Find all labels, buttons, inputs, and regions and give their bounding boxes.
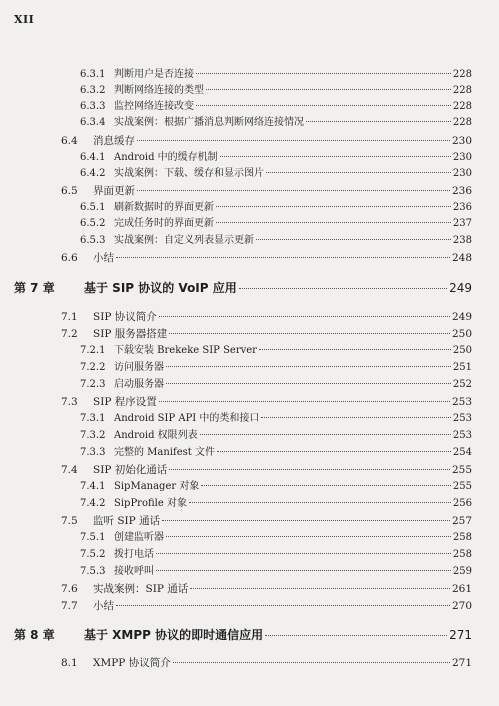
section-title: 访问服务器: [114, 362, 164, 373]
section-title: 接收呼叫: [114, 566, 154, 577]
dot-leader: [217, 451, 451, 452]
section-number: 7.3.1: [80, 413, 106, 424]
toc-entry-7-5-3: [80, 567, 472, 577]
toc-entry-7-3: [61, 397, 472, 408]
dot-leader: [162, 520, 450, 521]
section-number: 6.3.2: [80, 85, 106, 96]
section-number: 6.3.1: [80, 69, 106, 80]
section-title: 创建监听器: [114, 532, 164, 543]
toc-entry-6-3-3: [80, 102, 472, 112]
page-ref: 258: [452, 532, 472, 543]
toc-entry-6-5-2: [80, 219, 472, 229]
dot-leader: [256, 239, 451, 240]
dot-leader: [306, 121, 451, 122]
page-ref: 254: [452, 447, 472, 458]
toc-entry-7-4-2: [80, 499, 472, 509]
section-number: 7.4.2: [80, 498, 106, 509]
page-ref: 251: [452, 362, 472, 373]
chapter-number: 第 7 章: [14, 281, 55, 295]
page-ref: 249: [449, 281, 472, 295]
page-ref: 253: [451, 396, 472, 408]
section-title: 界面更新: [93, 185, 135, 197]
toc-entry-7-5-1: [80, 533, 472, 543]
page-ref: 230: [452, 168, 472, 179]
section-number: 6.4: [61, 135, 78, 147]
dot-leader: [216, 222, 451, 223]
toc-entry-7-5: [61, 516, 472, 527]
section-number: 7.3.2: [80, 430, 106, 441]
page-ref: 228: [452, 85, 472, 96]
section-title: 实战案例：根据广播消息判断网络连接情况: [114, 117, 304, 128]
section-number: 7.7: [61, 600, 78, 612]
page-ref: 248: [451, 252, 472, 264]
page-ref: 236: [451, 185, 472, 197]
chapter-number: 第 8 章: [14, 628, 55, 642]
dot-leader: [159, 401, 450, 402]
section-number: 7.5.2: [80, 549, 106, 560]
toc-entry-6-3-4: [80, 118, 472, 128]
section-title: 小结: [93, 600, 114, 612]
section-title: SIP 初始化通话: [93, 464, 168, 476]
section-number: 6.5.1: [80, 202, 106, 213]
section-title: 启动服务器: [114, 379, 164, 390]
page-ref: 255: [452, 481, 472, 492]
section-number: 6.3.3: [80, 101, 106, 112]
dot-leader: [265, 635, 447, 636]
section-number: 6.5.3: [80, 235, 106, 246]
section-number: 6.3.4: [80, 117, 106, 128]
dot-leader: [220, 156, 451, 157]
section-title: 小结: [93, 252, 114, 264]
page-ref: 250: [452, 345, 472, 356]
dot-leader: [116, 257, 450, 258]
section-title: 判断网络连接的类型: [114, 85, 204, 96]
dot-leader: [166, 366, 451, 367]
toc-entry-7-3-1: [80, 414, 472, 424]
page-ref: 253: [452, 430, 472, 441]
toc-entry-6-4: [61, 136, 472, 147]
dot-leader: [239, 288, 447, 289]
dot-leader: [266, 172, 451, 173]
page-ref: 228: [452, 101, 472, 112]
section-number: 6.5: [61, 185, 78, 197]
section-number: 7.5.3: [80, 566, 106, 577]
section-title: 监控网络连接改变: [114, 101, 194, 112]
dot-leader: [261, 417, 450, 418]
page-ref: 238: [452, 235, 472, 246]
section-title: 实战案例：自定义列表显示更新: [114, 235, 254, 246]
toc-entry-7-4: [61, 465, 472, 476]
section-number: 7.1: [61, 311, 78, 323]
page-ref: 261: [451, 583, 472, 595]
toc-entry-7-3-3: [80, 448, 472, 458]
page-ref: 253: [452, 413, 472, 424]
toc-chapter-8: [14, 629, 472, 641]
dot-leader: [159, 316, 450, 317]
section-title: Android SIP API 中的类和接口: [114, 413, 260, 424]
section-number: 6.4.1: [80, 152, 106, 163]
section-number: 7.5: [61, 515, 78, 527]
section-title: SipManager 对象: [114, 481, 200, 492]
toc-entry-6-4-2: [80, 169, 472, 179]
section-number: 7.3: [61, 396, 78, 408]
section-number: 7.3.3: [80, 447, 106, 458]
section-number: 7.4: [61, 464, 78, 476]
section-title: 监听 SIP 通话: [93, 515, 161, 527]
section-title: XMPP 协议简介: [93, 657, 171, 669]
toc-entry-7-4-1: [80, 482, 472, 492]
dot-leader: [169, 333, 450, 334]
dot-leader: [216, 206, 451, 207]
toc-entry-6-5: [61, 186, 472, 197]
section-number: 6.6: [61, 252, 78, 264]
section-title: 判断用户是否连接: [114, 69, 194, 80]
section-number: 7.2: [61, 328, 78, 340]
chapter-title: 基于 XMPP 协议的即时通信应用: [84, 628, 264, 642]
dot-leader: [206, 89, 451, 90]
page-ref: 237: [452, 218, 472, 229]
dot-leader: [173, 662, 450, 663]
section-title: 实战案例：下载、缓存和显示图片: [114, 168, 264, 179]
section-title: 实战案例：SIP 通话: [93, 583, 189, 595]
section-title: Android 权限列表: [114, 430, 198, 441]
dot-leader: [169, 469, 450, 470]
dot-leader: [116, 605, 450, 606]
toc-entry-7-2-3: [80, 380, 472, 390]
dot-leader: [190, 588, 450, 589]
toc-entry-8-1: [61, 658, 472, 669]
chapter-title: 基于 SIP 协议的 VoIP 应用: [84, 281, 237, 295]
toc-entry-7-2: [61, 329, 472, 340]
section-title: SIP 服务器搭建: [93, 328, 168, 340]
toc-entry-6-6: [61, 253, 472, 264]
dot-leader: [166, 383, 451, 384]
section-title: 消息缓存: [93, 135, 135, 147]
dot-leader: [137, 140, 450, 141]
toc-entry-7-2-1: [80, 346, 472, 356]
dot-leader: [196, 105, 451, 106]
section-number: 7.2.2: [80, 362, 106, 373]
section-title: 下载安装 Brekeke SIP Server: [114, 345, 257, 356]
toc-entry-7-5-2: [80, 550, 472, 560]
section-title: 完成任务时的界面更新: [114, 218, 214, 229]
dot-leader: [201, 485, 451, 486]
section-number: 7.2.1: [80, 345, 106, 356]
section-title: 拨打电话: [114, 549, 154, 560]
page-ref: 230: [452, 152, 472, 163]
dot-leader: [156, 570, 451, 571]
toc-entry-6-4-1: [80, 153, 472, 163]
page-ref: 256: [452, 498, 472, 509]
page-ref: 271: [449, 628, 472, 642]
section-title: SIP 程序设置: [93, 396, 157, 408]
dot-leader: [189, 502, 451, 503]
toc-entry-6-3-2: [80, 86, 472, 96]
dot-leader: [166, 536, 451, 537]
toc-entry-7-6: [61, 584, 472, 595]
page-ref: 230: [451, 135, 472, 147]
page-ref: 236: [452, 202, 472, 213]
page-ref: 250: [451, 328, 472, 340]
toc-chapter-7: [14, 282, 472, 294]
section-number: 6.4.2: [80, 168, 106, 179]
section-number: 6.5.2: [80, 218, 106, 229]
dot-leader: [259, 349, 451, 350]
toc-entry-7-1: [61, 312, 472, 323]
section-title: Android 中的缓存机制: [114, 152, 218, 163]
section-number: 7.5.1: [80, 532, 106, 543]
toc-entry-7-7: [61, 601, 472, 612]
toc-entry-6-3-1: [80, 70, 472, 80]
page-ref: 228: [452, 69, 472, 80]
section-number: 8.1: [61, 657, 78, 669]
dot-leader: [196, 73, 451, 74]
toc-entry-7-3-2: [80, 431, 472, 441]
section-number: 7.6: [61, 583, 78, 595]
section-title: 刷新数据时的界面更新: [114, 202, 214, 213]
section-number: 7.2.3: [80, 379, 106, 390]
section-title: 完整的 Manifest 文件: [114, 447, 215, 458]
page-ref: 270: [451, 600, 472, 612]
toc-entry-6-5-1: [80, 203, 472, 213]
section-title: SIP 协议简介: [93, 311, 157, 323]
page-ref: 257: [451, 515, 472, 527]
page-ref: 271: [451, 657, 472, 669]
page-ref: 255: [451, 464, 472, 476]
toc-entry-7-2-2: [80, 363, 472, 373]
page-ref: 252: [452, 379, 472, 390]
section-title: SipProfile 对象: [114, 498, 187, 509]
page-ref: 258: [452, 549, 472, 560]
dot-leader: [137, 190, 450, 191]
section-number: 7.4.1: [80, 481, 106, 492]
page-ref: 249: [451, 311, 472, 323]
toc-entry-6-5-3: [80, 236, 472, 246]
dot-leader: [156, 553, 451, 554]
page-number: XII: [14, 13, 35, 26]
page-ref: 259: [452, 566, 472, 577]
dot-leader: [200, 434, 451, 435]
page-ref: 228: [452, 117, 472, 128]
